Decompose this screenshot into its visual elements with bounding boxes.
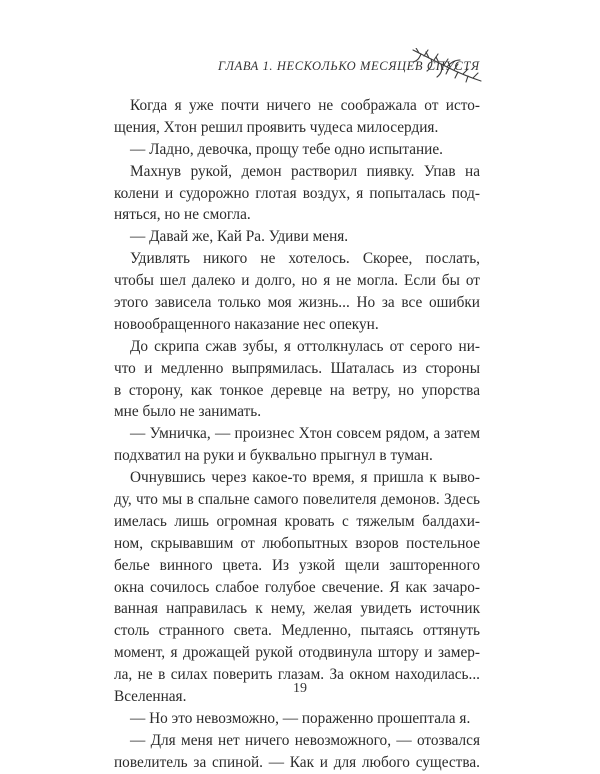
text-line: столь странного света. Медленно, пытаясь оттянуть — [114, 622, 480, 640]
text-line: момент, я дрожащей рукой отодвинула штору и замер- — [114, 644, 480, 662]
chapter-body-text — [114, 95, 480, 774]
thorny-branch-icon — [411, 48, 483, 84]
text-line: колени и судорожно глотая воздух, я попыталась под- — [114, 184, 480, 202]
text-line: окна сочилось слабое голубое свечение. Я как зачаро- — [114, 578, 480, 596]
text-line: ла, не в силах поверить глазам. За окном находилась... — [114, 666, 480, 684]
text-line: Махнув рукой, демон растворил пиявку. Упав на — [130, 162, 480, 180]
text-line: что и медленно выпрямилась. Шаталась из стороны — [114, 359, 480, 377]
text-line: щения, Хтон решил проявить чудеса милосердия. — [114, 118, 439, 136]
text-line: подхватил на руки и буквально прыгнул в туман. — [114, 447, 433, 465]
text-line: — Для меня нет ничего невозможного, — отозвался — [130, 731, 480, 749]
text-line: мне было не занимать. — [114, 403, 262, 421]
text-line: белье винного цвета. Из узкой щели зашторенного — [114, 556, 480, 574]
text-line: До скрипа сжав зубы, я оттолкнулась от серого ни- — [130, 337, 480, 355]
page-number: 19 — [293, 681, 307, 696]
text-line: няться, но не смогла. — [114, 206, 251, 224]
text-line: имелась лишь огромная кровать с тяжелым балдахи- — [114, 512, 480, 530]
running-header — [210, 48, 510, 84]
text-line: — Ладно, девочка, прощу тебе одно испытание. — [130, 140, 443, 158]
text-line: Когда я уже почти ничего не соображала от исто- — [130, 97, 480, 114]
text-line: — Умничка, — произнес Хтон совсем рядом, а затем — [130, 425, 480, 443]
text-line: в сторону, как тонкое деревце на ветру, но упорства — [114, 381, 480, 399]
text-line: повелитель за спиной. — Как и для любого существа. — [114, 753, 480, 771]
text-line: этого зависела только моя жизнь... Но за все ошибки — [114, 294, 480, 312]
text-line: чтобы шел далеко и долго, но я не могла. Если бы от — [114, 272, 480, 290]
text-line: ду, что мы в спальне самого повелителя демонов. Здесь — [114, 491, 480, 509]
text-line: — Давай же, Кай Ра. Удиви меня. — [130, 228, 349, 246]
text-line: — Но это невозможно, — пораженно прошептала я. — [130, 709, 471, 727]
text-line: ном, скрывавшим от любопытных взоров постельное — [114, 534, 480, 552]
text-line: ванная направилась к нему, желая увидеть источник — [114, 600, 480, 618]
text-line: Удивлять никого не хотелось. Скорее, послать, — [130, 250, 480, 268]
text-line: Очнувшись через какое-то время, я пришла к выво- — [130, 469, 480, 487]
text-line: новообращенного наказание нес опекун. — [114, 315, 379, 333]
chapter-running-title: ГЛАВА 1. НЕСКОЛЬКО МЕСЯЦЕВ СПУСТЯ — [218, 59, 480, 73]
text-line: Вселенная. — [114, 688, 187, 706]
